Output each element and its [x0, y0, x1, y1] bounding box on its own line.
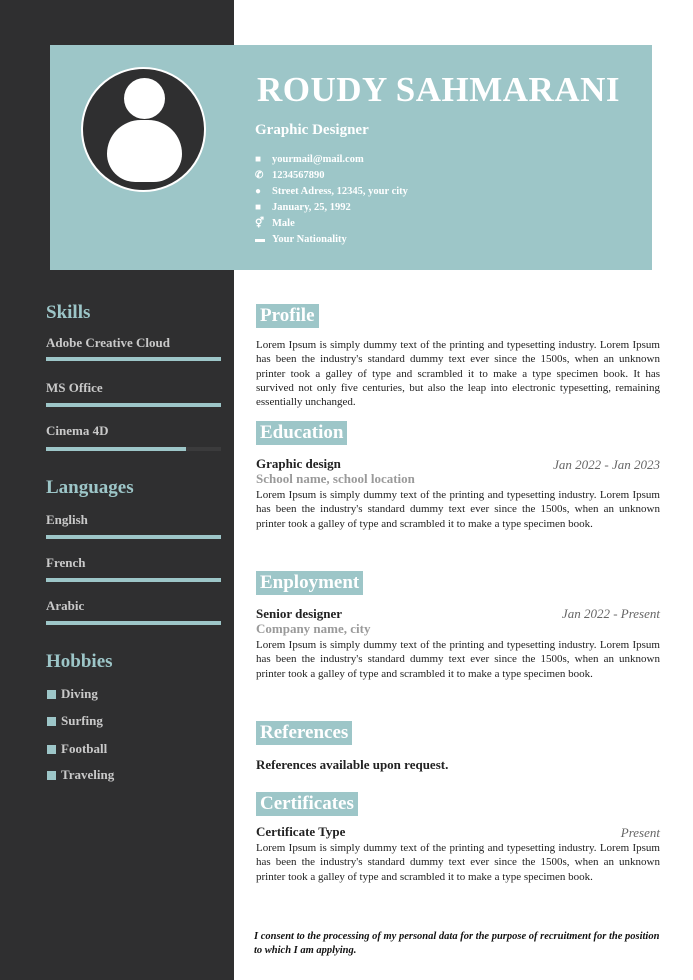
phone-icon: ✆ — [255, 169, 264, 181]
envelope-icon: ■ — [255, 153, 262, 165]
references-text: References available upon request. — [256, 757, 449, 772]
square-bullet-icon — [47, 717, 56, 726]
skills-heading: Skills — [46, 302, 91, 323]
square-bullet-icon — [47, 745, 56, 754]
contact-address: ● Street Adress, 12345, your city — [255, 185, 408, 197]
hobbies-heading: Hobbies — [46, 651, 113, 672]
education-date: Jan 2022 - Jan 2023 — [553, 457, 660, 472]
references-heading: References — [256, 721, 352, 745]
language-label: English — [46, 512, 88, 527]
calendar-icon: ■ — [255, 201, 262, 213]
language-bar — [46, 578, 221, 582]
language-bar — [46, 621, 221, 625]
employment-heading: Enployment — [256, 571, 363, 595]
skill-label: Cinema 4D — [46, 423, 109, 438]
hobby-item: Surfing — [47, 713, 103, 729]
certificate-date: Present — [620, 825, 660, 840]
square-bullet-icon — [47, 690, 56, 699]
skill-bar — [46, 403, 221, 407]
languages-heading: Languages — [46, 477, 134, 498]
skill-label: MS Office — [46, 380, 103, 395]
avatar-placeholder — [81, 67, 206, 192]
profile-text: Lorem Ipsum is simply dummy text of the printing and typesetting industry. Lorem Ipsum has been the industry's standard dummy text ever since the 1500s, when an unknown printer took a galley of type and scrambled it to make a type specimen book. It has survived not only five centuries, but also the leap into electronic typesetting, remaining essentially unchanged. — [256, 339, 660, 409]
hobby-item: Football — [47, 741, 107, 757]
header-banner — [50, 45, 652, 270]
certificates-heading: Certificates — [256, 792, 358, 816]
skill-bar-fill — [46, 403, 221, 407]
contact-list — [255, 151, 408, 247]
contact-nationality: ▬ Your Nationality — [255, 233, 347, 245]
language-bar-fill — [46, 621, 221, 625]
location-icon: ● — [255, 185, 262, 197]
skill-label: Adobe Creative Cloud — [46, 335, 170, 350]
flag-icon: ▬ — [255, 233, 265, 245]
education-heading: Education — [256, 421, 347, 445]
education-school: School name, school location — [256, 471, 415, 486]
square-bullet-icon — [47, 771, 56, 780]
employment-text: Lorem Ipsum is simply dummy text of the printing and typesetting industry. Lorem Ipsum has been the industry's standard dummy text ever since the 1500s, when an unknown printer took a galley of type and scrambled it to make a type specimen book. — [256, 639, 660, 680]
employment-title: Senior designer — [256, 606, 343, 621]
avatar-body-shape — [107, 120, 182, 182]
skill-bar-fill — [46, 357, 221, 361]
job-title: Graphic Designer — [255, 122, 369, 138]
skill-bar-fill — [46, 447, 186, 451]
consent-statement: I consent to the processing of my personal data for the purpose of recruitment for the position to which I am applying. — [254, 931, 660, 956]
gender-icon: ⚥ — [255, 217, 265, 229]
contact-email[interactable]: ■ yourmail@mail.com — [255, 153, 364, 165]
certificate-title: Certificate Type — [256, 824, 346, 839]
employment-date: Jan 2022 - Present — [561, 606, 660, 621]
language-label: French — [46, 555, 86, 570]
contact-gender: ⚥ Male — [255, 217, 295, 229]
hobby-item: Diving — [47, 686, 98, 702]
employment-company: Company name, city — [256, 621, 371, 636]
education-text: Lorem Ipsum is simply dummy text of the printing and typesetting industry. Lorem Ipsum has been the industry's standard dummy text ever since the 1500s, when an unknown printer took a galley of type and scrambled it to make a type specimen book. — [256, 489, 660, 530]
profile-heading: Profile — [256, 304, 319, 328]
language-bar — [46, 535, 221, 539]
skill-bar — [46, 357, 221, 361]
contact-birthdate: ■ January, 25, 1992 — [255, 201, 351, 213]
skill-bar — [46, 447, 221, 451]
language-bar-fill — [46, 535, 221, 539]
hobby-item: Traveling — [47, 767, 114, 783]
certificate-text: Lorem Ipsum is simply dummy text of the printing and typesetting industry. Lorem Ipsum has been the industry's standard dummy text ever since the 1500s, when an unknown printer took a galley of type and scrambled it to make a type specimen book. — [256, 842, 660, 883]
language-label: Arabic — [46, 598, 85, 613]
candidate-name: ROUDY SAHMARANI — [257, 70, 621, 109]
contact-phone[interactable]: ✆ 1234567890 — [255, 169, 325, 181]
avatar-head-shape — [124, 78, 165, 119]
education-title: Graphic design — [256, 456, 341, 471]
language-bar-fill — [46, 578, 221, 582]
